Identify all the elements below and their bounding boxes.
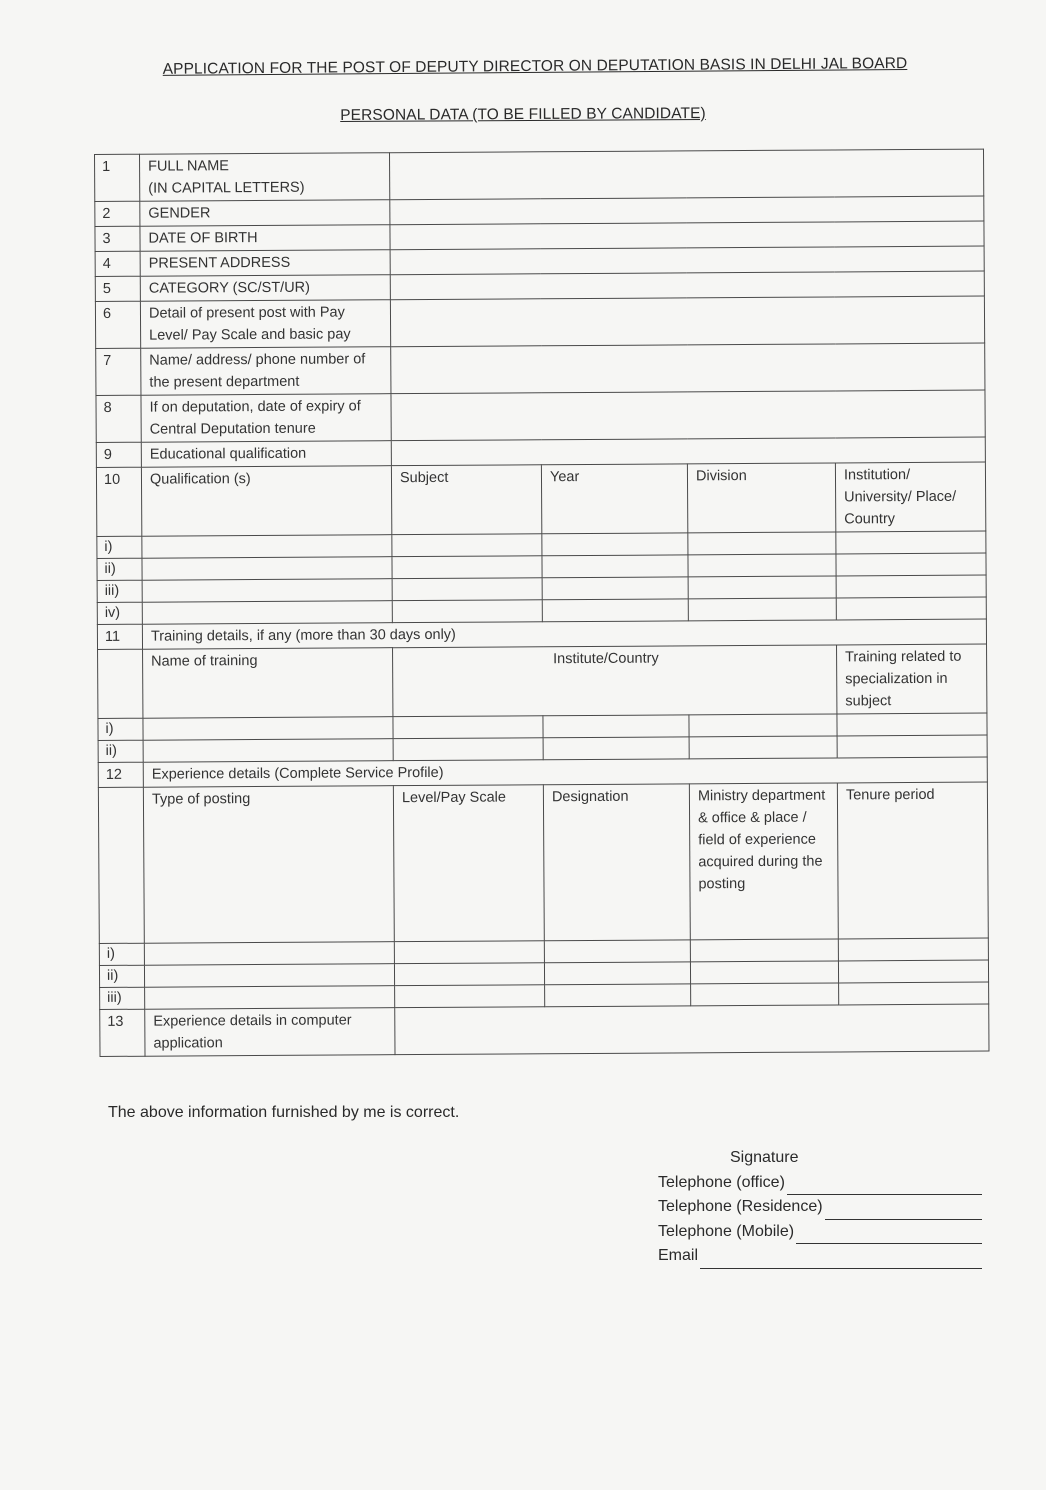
training-name-cell[interactable] xyxy=(143,739,393,763)
qualification-header: Qualification (s) xyxy=(141,466,391,537)
field-label-dob: DATE OF BIRTH xyxy=(140,225,390,252)
institution-cell[interactable] xyxy=(836,531,986,554)
field-label-address: PRESENT ADDRESS xyxy=(140,250,390,277)
division-cell[interactable] xyxy=(688,576,836,599)
row-index: i) xyxy=(99,943,144,965)
telephone-residence-label: Telephone (Residence) xyxy=(658,1198,823,1215)
row-number: 4 xyxy=(95,251,140,276)
posting-cell[interactable] xyxy=(145,986,395,1010)
gender-entry[interactable] xyxy=(390,196,984,225)
posting-cell[interactable] xyxy=(144,942,394,966)
training-related-header: Training related to specialization in subject xyxy=(837,644,987,714)
qualification-cell[interactable] xyxy=(142,535,392,559)
training-related-cell[interactable] xyxy=(837,713,987,736)
tenure-cell[interactable] xyxy=(839,982,989,1005)
institution-cell[interactable] xyxy=(836,553,986,576)
subject-cell[interactable] xyxy=(392,600,542,623)
qualification-cell[interactable] xyxy=(142,601,392,625)
row-number: 7 xyxy=(96,348,141,395)
ministry-cell[interactable] xyxy=(690,961,838,984)
full-name-entry[interactable] xyxy=(389,149,983,200)
training-cell[interactable] xyxy=(689,714,837,737)
row-number: 1 xyxy=(95,154,140,201)
telephone-office-line[interactable] xyxy=(658,1171,982,1196)
year-cell[interactable] xyxy=(542,599,688,622)
year-cell[interactable] xyxy=(542,577,688,600)
training-related-cell[interactable] xyxy=(837,735,987,758)
blank-cell xyxy=(98,649,143,718)
training-cell[interactable] xyxy=(543,737,689,760)
signature-label: Signature xyxy=(730,1149,799,1166)
designation-cell[interactable] xyxy=(544,962,690,985)
subject-cell[interactable] xyxy=(392,556,542,579)
personal-data-table xyxy=(94,149,989,1057)
subject-cell[interactable] xyxy=(392,578,542,601)
institute-country-header: Institute/Country xyxy=(393,645,837,717)
row-number: 10 xyxy=(96,467,141,536)
institution-header: Institution/ University/ Place/ Country xyxy=(835,462,985,532)
field-label-department: Name/ address/ phone number of the present department xyxy=(141,347,391,396)
pay-scale-cell[interactable] xyxy=(394,941,544,964)
form-subheading: PERSONAL DATA (TO BE FILLED BY CANDIDATE) xyxy=(340,105,706,124)
email-line[interactable] xyxy=(658,1244,982,1269)
address-entry[interactable] xyxy=(390,246,984,275)
row-number: 11 xyxy=(97,624,142,649)
dob-entry[interactable] xyxy=(390,221,984,250)
row-number: 8 xyxy=(96,395,141,442)
telephone-residence-blank[interactable] xyxy=(825,1201,982,1220)
tenure-header: Tenure period xyxy=(837,782,988,939)
present-post-entry[interactable] xyxy=(390,296,984,347)
telephone-mobile-label: Telephone (Mobile) xyxy=(658,1222,795,1240)
education-entry[interactable] xyxy=(391,437,985,466)
declaration-text: The above information furnished by me is correct. xyxy=(108,1104,460,1121)
email-blank[interactable] xyxy=(700,1250,982,1269)
row-index: iii) xyxy=(97,580,142,602)
deputation-entry[interactable] xyxy=(391,390,985,441)
tenure-cell[interactable] xyxy=(838,938,988,961)
row-index: i) xyxy=(98,718,143,740)
tenure-cell[interactable] xyxy=(838,960,988,983)
field-label-education: Educational qualification xyxy=(141,441,391,468)
division-cell[interactable] xyxy=(688,532,836,555)
telephone-residence-line[interactable] xyxy=(658,1195,982,1220)
training-title: Training details, if any (more than 30 days only) xyxy=(142,619,986,649)
training-cell[interactable] xyxy=(543,715,689,738)
signature-block xyxy=(658,1146,982,1269)
institution-cell[interactable] xyxy=(836,597,986,620)
designation-cell[interactable] xyxy=(545,984,691,1007)
posting-type-header: Type of posting xyxy=(143,786,394,944)
department-entry[interactable] xyxy=(391,343,985,394)
row-number: 5 xyxy=(95,276,140,301)
row-index: iv) xyxy=(97,602,142,624)
telephone-office-label: Telephone (office) xyxy=(658,1173,785,1191)
pay-scale-cell[interactable] xyxy=(394,963,544,986)
division-header: Division xyxy=(687,463,835,533)
experience-title: Experience details (Complete Service Profile) xyxy=(143,757,987,787)
field-label-deputation: If on deputation, date of expiry of Central Deputation tenure xyxy=(141,394,391,443)
division-cell[interactable] xyxy=(688,554,836,577)
training-cell[interactable] xyxy=(689,736,837,759)
qualification-cell[interactable] xyxy=(142,579,392,603)
row-index: ii) xyxy=(97,558,142,580)
institution-cell[interactable] xyxy=(836,575,986,598)
ministry-header: Ministry department & office & place / field of experience acquired during the posting xyxy=(689,783,838,940)
subject-cell[interactable] xyxy=(392,534,542,557)
ministry-cell[interactable] xyxy=(690,939,838,962)
division-cell[interactable] xyxy=(688,598,836,621)
field-label-category: CATEGORY (SC/ST/UR) xyxy=(140,275,390,302)
telephone-mobile-line[interactable] xyxy=(658,1220,982,1245)
row-index: i) xyxy=(97,536,142,558)
training-cell[interactable] xyxy=(393,716,543,739)
row-number: 13 xyxy=(100,1009,145,1056)
row-number: 2 xyxy=(95,201,140,226)
field-label-computer: Experience details in computer application xyxy=(145,1008,395,1057)
ministry-cell[interactable] xyxy=(691,983,839,1006)
field-label-gender: GENDER xyxy=(140,200,390,227)
qualification-cell[interactable] xyxy=(142,557,392,581)
designation-cell[interactable] xyxy=(544,940,690,963)
subject-header: Subject xyxy=(391,465,541,535)
form-heading: APPLICATION FOR THE POST OF DEPUTY DIRECTOR ON DEPUTATION BASIS IN DELHI JAL BOARD xyxy=(162,54,908,78)
row-number: 9 xyxy=(96,442,141,467)
pay-scale-header: Level/Pay Scale xyxy=(393,785,544,942)
row-number: 3 xyxy=(95,226,140,251)
row-index: ii) xyxy=(98,740,143,762)
row-number: 12 xyxy=(98,762,143,787)
year-cell[interactable] xyxy=(542,555,688,578)
year-cell[interactable] xyxy=(542,533,688,556)
email-label: Email xyxy=(658,1247,699,1264)
training-cell[interactable] xyxy=(393,738,543,761)
training-name-cell[interactable] xyxy=(143,717,393,741)
category-entry[interactable] xyxy=(390,271,984,300)
telephone-office-blank[interactable] xyxy=(787,1176,982,1195)
computer-entry[interactable] xyxy=(395,1004,989,1055)
field-label-full-name: FULL NAME (IN CAPITAL LETTERS) xyxy=(140,153,390,202)
row-index: ii) xyxy=(99,965,144,987)
row-index: iii) xyxy=(100,987,145,1009)
training-name-header: Name of training xyxy=(143,648,393,719)
posting-cell[interactable] xyxy=(144,964,394,988)
telephone-mobile-blank[interactable] xyxy=(796,1225,982,1244)
blank-cell xyxy=(98,787,144,943)
year-header: Year xyxy=(541,464,687,534)
field-label-present-post: Detail of present post with Pay Level/ Pay Scale and basic pay xyxy=(140,300,390,349)
designation-header: Designation xyxy=(543,784,690,941)
pay-scale-cell[interactable] xyxy=(395,985,545,1008)
row-number: 6 xyxy=(95,301,140,348)
